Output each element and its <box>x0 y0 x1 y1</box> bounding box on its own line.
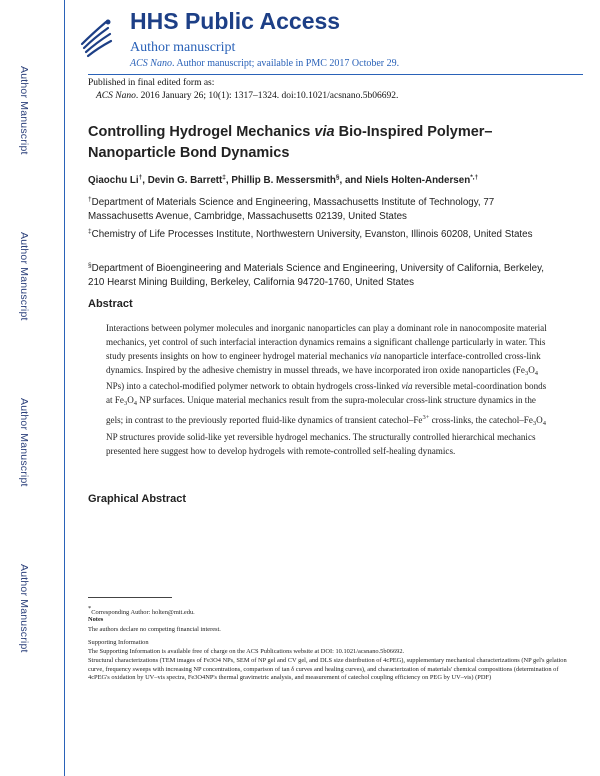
footnote-rule <box>88 597 172 598</box>
affiliation-berkeley: §Department of Bioengineering and Materials Science and Engineering, University of California, Berkeley, 210 Hearst Mining Building, Berkeley, California 94720-1760, United States <box>88 262 544 288</box>
author-name: Devin G. Barrett <box>147 175 223 186</box>
published-label: Published in final edited form as: <box>88 78 215 88</box>
notes-heading: Notes <box>88 616 104 623</box>
hhs-public-access-title: HHS Public Access <box>130 8 341 34</box>
corresponding-author-footnote: *Corresponding Author: holten@mit.edu. <box>88 605 195 616</box>
article-title: Controlling Hydrogel Mechanics via Bio-Inspired Polymer–Nanoparticle Bond Dynamics <box>88 124 493 161</box>
notes-text: The authors declare no competing financial interest. <box>88 626 221 633</box>
affiliation-mit: †Department of Materials Science and Engineering, Massachusetts Institute of Technology, 77 Massachusetts Avenue, Cambridge, Massachusetts 02139, United States <box>88 196 495 222</box>
side-label-author-manuscript: Author Manuscript <box>18 398 30 487</box>
author-name: Qiaochu Li <box>88 175 139 186</box>
author-name: Phillip B. Messersmith <box>231 175 336 186</box>
structural-characterizations-text: Structural characterizations (TEM images of Fe3O4 NPs, SEM of NP gel and CV gel, and DLS size distribution of 4cPEG), supplementary mechanical characterizations (NP gel's gelation curve, frequency sweeps with increasing NP concentrations, comparison of tan δ curves and healing curves), and characterization of materials' chemical compositions (determination of 4cPEG's oxidation by UV–vis spectra, Fe3O4NP's thermal gravimetric analysis, and measurement of catechol coupling efficiency on PEG by UV–vis) (PDF) <box>88 657 567 682</box>
hhs-eagle-logo-icon <box>76 14 116 60</box>
supporting-info-text: The Supporting Information is available free of charge on the ACS Publications website at DOI: 10.1021/acsnano.5b06692. <box>88 648 405 655</box>
journal-name: ACS Nano <box>130 58 172 69</box>
citation-line <box>96 91 398 101</box>
side-label-author-manuscript: Author Manuscript <box>18 564 30 653</box>
left-margin-rule <box>64 0 65 776</box>
supporting-info-heading: Supporting Information <box>88 639 149 646</box>
header-rule <box>88 74 583 75</box>
availability-line <box>130 58 399 69</box>
affiliation-northwestern: ‡Chemistry of Life Processes Institute, Northwestern University, Evanston, Illinois 60208, United States <box>88 228 533 240</box>
author-name: Niels Holten-Andersen <box>365 175 471 186</box>
abstract-heading: Abstract <box>88 298 133 310</box>
citation-journal: ACS Nano <box>96 91 136 101</box>
author-list: Qiaochu Li†, Devin G. Barrett‡, Phillip B. Messersmith§, and Niels Holten-Andersen*,† <box>88 174 479 186</box>
author-manuscript-subtitle: Author manuscript <box>130 40 236 55</box>
abstract-text: Interactions between polymer molecules and inorganic nanoparticles can play a dominant role in nanocomposite material mechanics, yet control of such interfacial interaction dynamics remains a significant challenge particularly in water. This study presents insights on how to engineer hydrogel material mechanics via nanoparticle interface-controlled cross-link dynamics. Inspired by the adhesive chemistry in mussel threads, we have incorporated iron oxide nanoparticles ($Fe_3O_4$ NPs) into a catechol-modified polymer network to obtain hydrogels cross-linked via reversible metal-coordination bonds at $Fe_3O_4$ NP surfaces. Unique material mechanics result from the supra-molecular cross-link structure dynamics in the gels; in contrast to the previously reported fluid-like dynamics of transient catechol–$Fe^{3+}$ cross-links, the catechol–$Fe_3O_4$ NP structures provide solid-like yet reversible hydrogel mechanics. The structurally controlled hierarchical mechanics presented here suggest how to develop hydrogels with remote-controlled self-healing dynamics. <box>106 323 547 456</box>
side-label-author-manuscript: Author Manuscript <box>18 66 30 155</box>
availability-text: . Author manuscript; available in PMC 2017 October 29. <box>171 58 400 69</box>
graphical-abstract-heading: Graphical Abstract <box>88 493 187 505</box>
side-label-author-manuscript: Author Manuscript <box>18 232 30 321</box>
citation-details: . 2016 January 26; 10(1): 1317–1324. doi:10.1021/acsnano.5b06692. <box>135 91 399 101</box>
